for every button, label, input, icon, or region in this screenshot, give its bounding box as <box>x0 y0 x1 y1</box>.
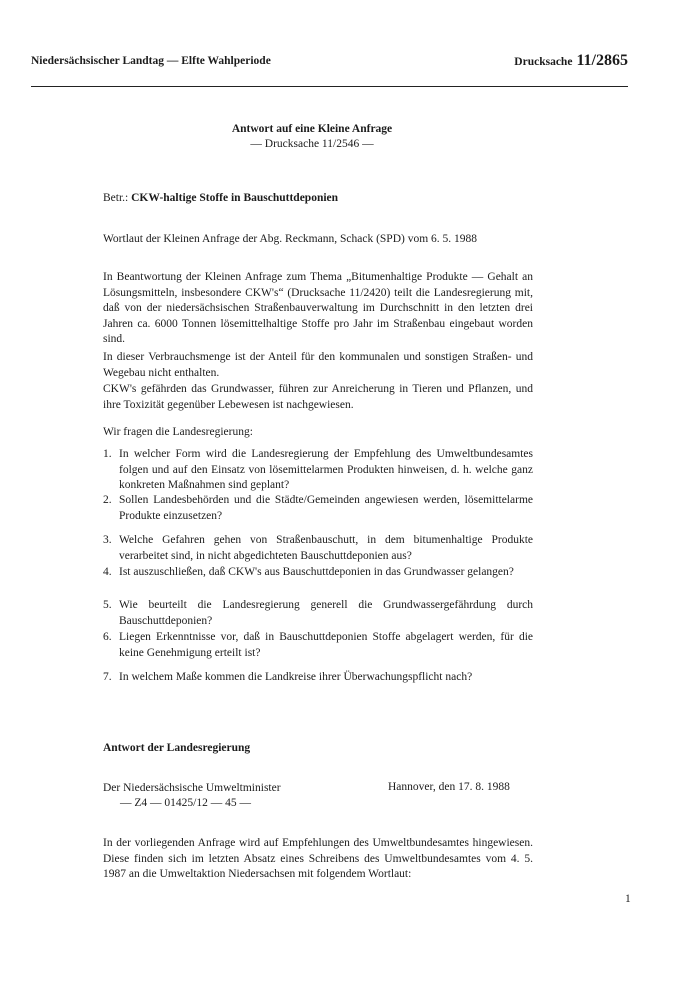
question-text: Wie beurteilt die Landesregierung generell die Grundwassergefährdung durch Bauschuttdeponien? <box>119 599 533 627</box>
question-text: Sollen Landesbehörden und die Städte/Gemeinden angewiesen werden, lösemittelarme Produkte einzusetzen? <box>119 494 533 522</box>
answer-sender: Der Niedersächsische Umweltminister <box>103 782 281 794</box>
answer-place-date: Hannover, den 17. 8. 1988 <box>388 781 510 793</box>
page-header <box>31 52 628 77</box>
header-rule <box>31 86 628 87</box>
answer-heading: Antwort der Landesregierung <box>103 742 251 754</box>
header-parliament: Niedersächsischer Landtag — Elfte Wahlperiode <box>31 55 271 67</box>
question-number: 3. <box>103 534 112 546</box>
question-number: 4. <box>103 566 112 578</box>
question-number: 2. <box>103 494 112 506</box>
question-text: In welchem Maße kommen die Landkreise ihrer Überwachungspflicht nach? <box>119 671 473 683</box>
document-title: Antwort auf eine Kleine Anfrage <box>231 123 393 135</box>
question-item <box>103 447 533 494</box>
header-drucksache-label: Drucksache <box>514 56 573 68</box>
question-item <box>103 565 533 581</box>
question-item <box>103 630 533 661</box>
paragraph-question-intro: Wir fragen die Landesregierung: <box>103 426 253 438</box>
question-text: Liegen Erkenntnisse vor, daß in Bauschuttdeponien Stoffe abgelagert werden, für die keine Genehmigung erteilt ist? <box>119 631 533 659</box>
question-number: 7. <box>103 671 112 683</box>
paragraph-intro: In Beantwortung der Kleinen Anfrage zum Thema „Bitumenhaltige Produkte — Gehalt an Lösungsmitteln, insbesondere CKW's“ (Drucksache 11/2420) teilt die Landesregierung mit, daß von der niedersächsischen Straßenbauverwaltung im Durchschnitt in den letzten drei Jahren ca. 6000 Tonnen lösemittelhaltige Stoffe pro Jahr im Straßenbau eingebaut worden sind. <box>103 271 533 345</box>
question-item <box>103 493 533 524</box>
page-number: 1 <box>625 893 631 905</box>
paragraph-consumption: In dieser Verbrauchsmenge ist der Anteil für den kommunalen und sonstigen Straßen- und Wegebau nicht enthalten. <box>103 351 533 379</box>
subject-text: CKW-haltige Stoffe in Bauschuttdeponien <box>131 192 339 204</box>
document-subtitle: — Drucksache 11/2546 — <box>250 138 374 150</box>
inquiry-wording-line: Wortlaut der Kleinen Anfrage der Abg. Reckmann, Schack (SPD) vom 6. 5. 1988 <box>103 233 478 245</box>
header-document-number <box>514 52 628 70</box>
question-text: Ist auszuschließen, daß CKW's aus Bauschuttdeponien in das Grundwasser gelangen? <box>119 566 514 578</box>
question-text: Welche Gefahren gehen von Straßenbauschutt, in dem bitumenhaltige Produkte verarbeitet sind, in nicht abgedichteten Bauschuttdeponien aus? <box>119 534 533 562</box>
subject-line <box>103 191 533 207</box>
question-number: 6. <box>103 631 112 643</box>
paragraph-ckw-danger: CKW's gefährden das Grundwasser, führen zur Anreicherung in Tieren und Pflanzen, und ihre Toxizität gegenüber Lebewesen ist nachgewiesen. <box>103 383 533 411</box>
question-text: In welcher Form wird die Landesregierung der Empfehlung des Umweltbundesamtes folgen und auf den Einsatz von lösemittelarmen Produkten hinweisen, d. h. welche ganz konkreten Maßnahmen sind geplant? <box>119 448 533 491</box>
question-item <box>103 670 533 686</box>
question-number: 1. <box>103 448 112 460</box>
answer-paragraph: In der vorliegenden Anfrage wird auf Empfehlungen des Umweltbundesamtes hingewiesen. Diese finden sich im letzten Absatz eines Schreibens des Umweltbundesamtes vom 4. 5. 1987 an die Umweltaktion Niedersachsen mit folgendem Wortlaut: <box>103 837 533 880</box>
question-item <box>103 533 533 564</box>
header-drucksache-number: 11/2865 <box>576 52 628 69</box>
question-item <box>103 598 533 629</box>
answer-reference: — Z4 — 01425/12 — 45 — <box>120 797 251 809</box>
subject-prefix: Betr.: <box>103 192 129 204</box>
question-number: 5. <box>103 599 112 611</box>
